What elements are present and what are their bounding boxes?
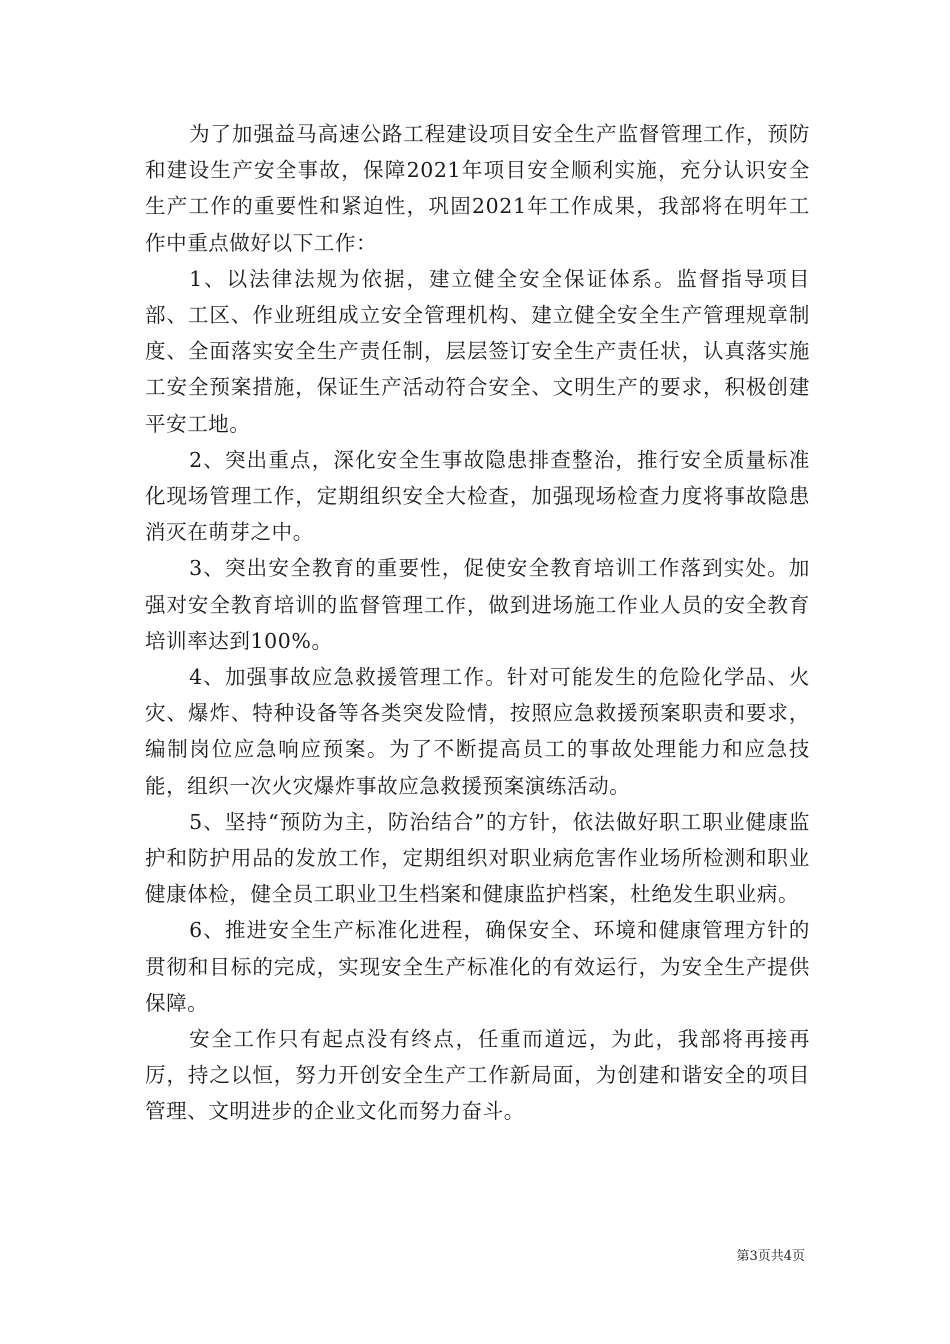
item-4-paragraph: 4、加强事故应急救援管理工作。针对可能发生的危险化学品、火灾、爆炸、特种设备等各类突发险情，按照应急救援预案职责和要求，编制岗位应急响应预案。为了不断提高员工的事故处理能力和应急技能，组织一次火灾爆炸事故应急救援预案演练活动。	[145, 665, 810, 798]
item-2-paragraph: 2、突出重点，深化安全生事故隐患排查整治，推行安全质量标准化现场管理工作，定期组织安全大检查，加强现场检查力度将事故隐患消灭在萌芽之中。	[145, 447, 810, 545]
item-6-paragraph: 6、推进安全生产标准化进程，确保安全、环境和健康管理方针的贯彻和目标的完成，实现安全生产标准化的有效运行，为安全生产提供保障。	[145, 918, 810, 1015]
item-1-paragraph: 1、以法律法规为依据，建立健全安全保证体系。监督指导项目部、工区、作业班组成立安全管理机构、建立健全安全生产管理规章制度、全面落实安全生产责任制，层层签订安全生产责任状，认真落实施工安全预案措施，保证生产活动符合安全、文明生产的要求，积极创建平安工地。	[145, 266, 810, 436]
item-5-paragraph: 5、坚持“预防为主，防治结合”的方针，依法做好职工职业健康监护和防护用品的发放工作，定期组织对职业病危害作业场所检测和职业健康体检，健全员工职业卫生档案和健康监护档案，杜绝发生职业病。	[145, 809, 810, 907]
item-3-paragraph: 3、突出安全教育的重要性，促使安全教育培训工作落到实处。加强对安全教育培训的监督管理工作，做到进场施工作业人员的安全教育培训率达到100%。	[145, 556, 810, 653]
intro-paragraph: 为了加强益马高速公路工程建设项目安全生产监督管理工作，预防和建设生产安全事故，保障2021年项目安全顺利实施，充分认识安全生产工作的重要性和紧迫性，巩固2021年工作成果，我部将在明年工作中重点做好以下工作：	[145, 122, 810, 255]
page-number: 第3页共4页	[736, 1249, 805, 1264]
closing-paragraph: 安全工作只有起点没有终点，任重而道远，为此，我部将再接再厉，持之以恒，努力开创安全生产工作新局面，为创建和谐安全的项目管理、文明进步的企业文化而努力奋斗。	[145, 1027, 810, 1124]
document-body	[145, 116, 810, 1130]
